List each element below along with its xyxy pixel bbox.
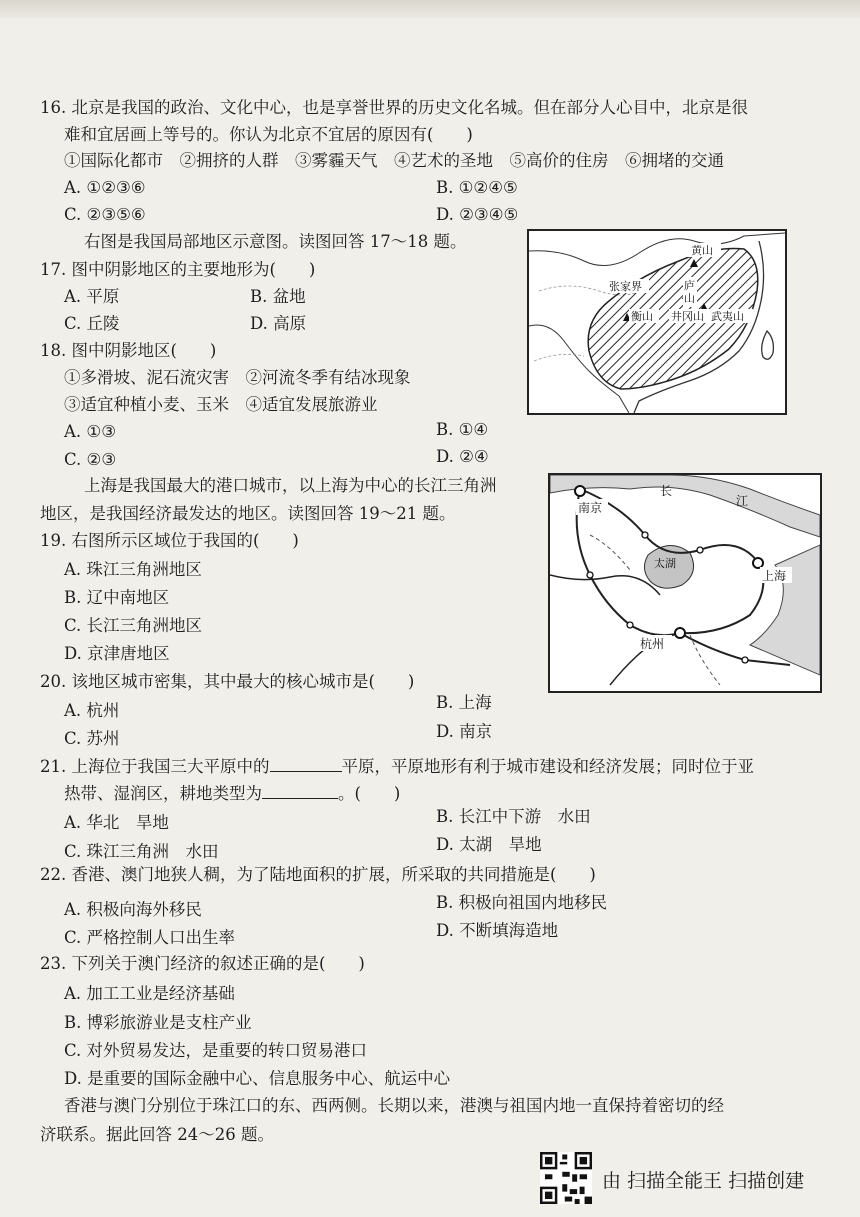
q17-option-c: C. 丘陵 [64, 314, 120, 333]
q16-option-d: D. ②③④⑤ [436, 205, 519, 224]
intro-24-26-line1: 香港与澳门分别位于珠江口的东、西两侧。长期以来，港澳与祖国内地一直保持着密切的经 [64, 1096, 724, 1115]
q21-stem-part4: 。( ) [338, 784, 401, 803]
q17-option-d: D. 高原 [250, 314, 307, 333]
q18-option-c: C. ②③ [64, 450, 117, 469]
q18-option-b: B. ①④ [436, 420, 489, 439]
map-label-zhangjiajie: 张家界 [609, 280, 642, 293]
q21-option-d: D. 太湖 旱地 [436, 835, 542, 854]
q17-stem: 17. 图中阴影地区的主要地形为( ) [40, 260, 316, 279]
q23-stem: 23. 下列关于澳门经济的叙述正确的是( ) [40, 954, 365, 973]
q23-option-b: B. 博彩旅游业是支柱产业 [64, 1013, 252, 1032]
q16-option-c: C. ②③⑤⑥ [64, 205, 146, 224]
q16-option-b: B. ①②④⑤ [436, 178, 518, 197]
map-label-jiang: 江 [736, 494, 749, 508]
scanner-watermark [540, 1150, 850, 1206]
q18-items-line1: ①多滑坡、泥石流灾害 ②河流冬季有结冰现象 [64, 368, 411, 387]
q21-stem-line1 [40, 756, 754, 778]
q21-option-a: A. 华北 旱地 [64, 813, 169, 832]
q22-stem: 22. 香港、澳门地狭人稠，为了陆地面积的扩展，所采取的共同措施是( ) [40, 865, 596, 884]
q18-stem: 18. 图中阴影地区( ) [40, 341, 217, 360]
q18-items-line2: ③适宜种植小麦、玉米 ④适宜发展旅游业 [64, 395, 378, 414]
watermark-text: 由 扫描全能王 扫描创建 [602, 1170, 805, 1192]
q19-stem: 19. 右图所示区域位于我国的( ) [40, 531, 299, 550]
q19-option-c: C. 长江三角洲地区 [64, 616, 203, 635]
q21-stem-part2: 平原，平原地形有利于城市建设和经济发展；同时位于亚 [341, 757, 754, 776]
q17-option-a: A. 平原 [64, 287, 120, 306]
q16-items: ①国际化都市 ②拥挤的人群 ③雾霾天气 ④艺术的圣地 ⑤高价的住房 ⑥拥堵的交通 [64, 151, 724, 170]
map-label-taihu: 太湖 [654, 557, 676, 570]
q22-option-d: D. 不断填海造地 [436, 921, 559, 940]
map-label-lushan-text-2: 山 [684, 292, 695, 305]
q19-option-b: B. 辽中南地区 [64, 588, 170, 607]
map-yangtze-delta [548, 473, 822, 693]
q20-option-a: A. 杭州 [64, 701, 120, 720]
q19-option-a: A. 珠江三角洲地区 [64, 560, 202, 579]
q18-option-a: A. ①③ [64, 422, 116, 441]
intro-17-18: 右图是我国局部地区示意图。读图回答 17～18 题。 [84, 232, 467, 251]
q19-option-d: D. 京津唐地区 [64, 644, 170, 663]
q16-option-a: A. ①②③⑥ [64, 178, 146, 197]
q22-option-a: A. 积极向海外移民 [64, 900, 202, 919]
intro-19-21-line1: 上海是我国最大的港口城市，以上海为中心的长江三角洲 [84, 476, 497, 495]
map-label-chang: 长 [660, 484, 673, 498]
q21-option-b: B. 长江中下游 水田 [436, 807, 591, 826]
map-label-lushan-text: 庐 [684, 279, 695, 292]
q23-option-a: A. 加工工业是经济基础 [64, 984, 235, 1003]
q21-stem-part1: 21. 上海位于我国三大平原中的 [40, 757, 270, 776]
q21-blank-2 [262, 784, 338, 799]
q23-option-c: C. 对外贸易发达，是重要的转口贸易港口 [64, 1041, 368, 1060]
q18-option-d: D. ②④ [436, 447, 489, 466]
map-south-china-region [527, 229, 787, 415]
page-top-edge [0, 0, 860, 18]
q17-option-b: B. 盆地 [250, 287, 306, 306]
map-label-hengshan: 衡山 [631, 310, 653, 323]
intro-24-26-line2: 济联系。据此回答 24～26 题。 [40, 1125, 274, 1144]
q20-stem: 20. 该地区城市密集，其中最大的核心城市是( ) [40, 672, 415, 691]
q22-option-b: B. 积极向祖国内地移民 [436, 893, 608, 912]
q23-option-d: D. 是重要的国际金融中心、信息服务中心、航运中心 [64, 1069, 451, 1088]
q22-option-c: C. 严格控制人口出生率 [64, 928, 236, 947]
q16-stem-line1: 16. 北京是我国的政治、文化中心，也是享誉世界的历史文化名城。但在部分人心目中，北京是很 [40, 98, 748, 117]
map-label-nanjing: 南京 [578, 501, 603, 515]
q21-stem-line2 [64, 783, 400, 805]
q16-stem-line2: 难和宜居画上等号的。你认为北京不宜居的原因有( ) [64, 125, 473, 144]
q21-stem-part3: 热带、湿润区，耕地类型为 [64, 784, 262, 803]
qr-code-icon [540, 1152, 592, 1204]
q21-option-c: C. 珠江三角洲 水田 [64, 842, 219, 861]
q20-option-c: C. 苏州 [64, 729, 120, 748]
map-label-wuyishan: 武夷山 [711, 310, 744, 323]
intro-19-21-line2: 地区，是我国经济最发达的地区。读图回答 19～21 题。 [40, 504, 456, 523]
q20-option-d: D. 南京 [436, 722, 493, 741]
map-label-shanghai: 上海 [762, 569, 787, 583]
map-label-jinggangshan: 井冈山 [671, 310, 704, 323]
q21-blank-1 [270, 757, 342, 772]
q20-option-b: B. 上海 [436, 693, 492, 712]
map-label-huangshan: 黄山 [691, 244, 713, 257]
map-label-hangzhou: 杭州 [640, 637, 665, 651]
